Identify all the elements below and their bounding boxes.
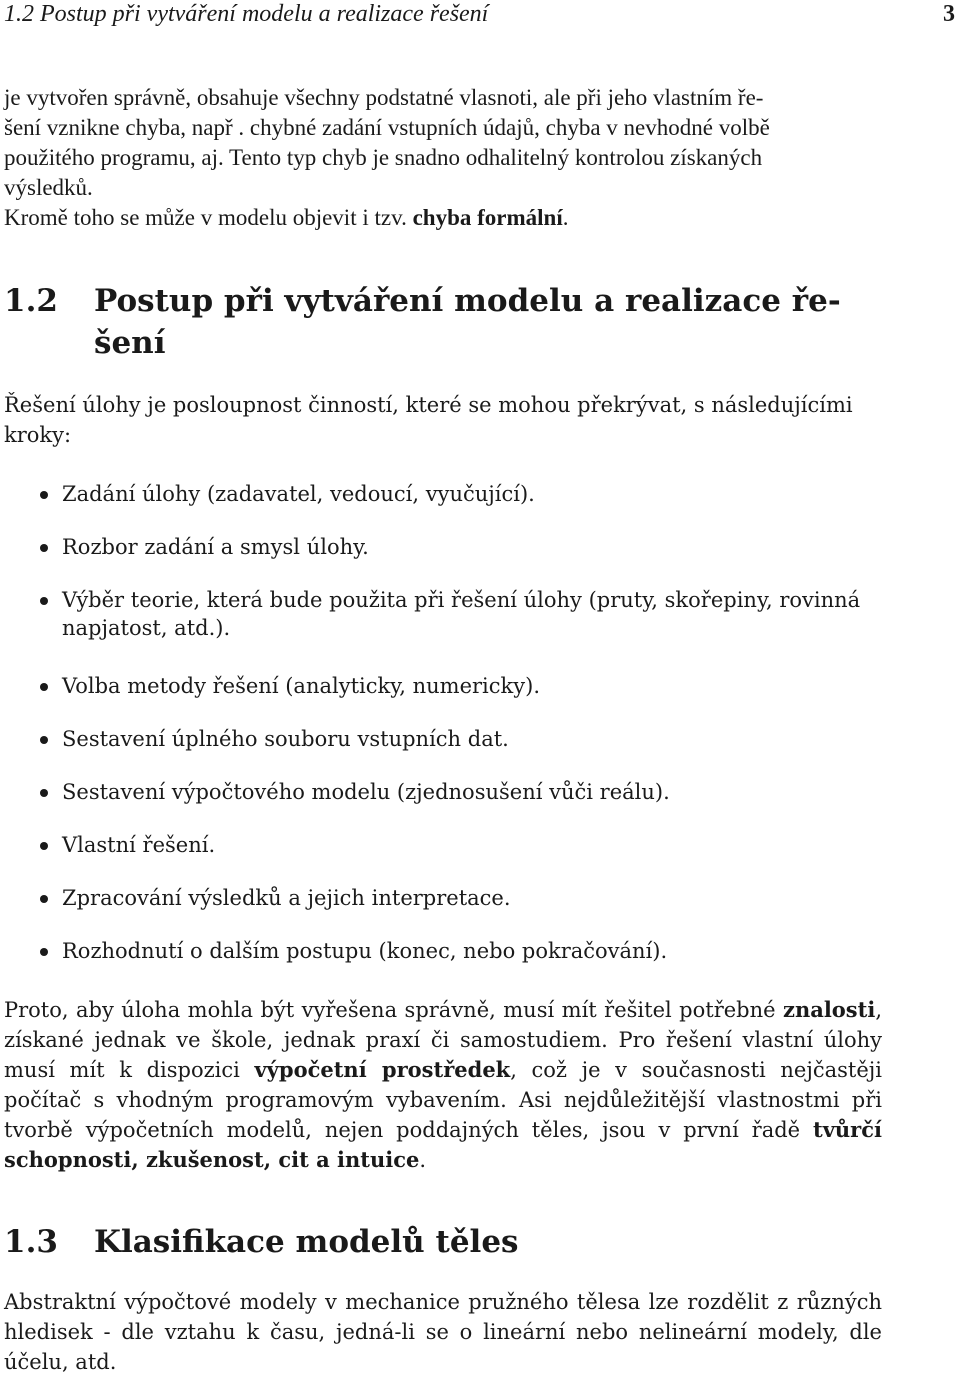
bullet-icon	[40, 789, 48, 797]
section-title-line-1: Postup při vytváření modelu a realizace ře-	[94, 283, 841, 319]
section-intro-paragraph: Řešení úlohy je posloupnost činností, které se mohou překrývat, s následujícími kroky:	[4, 393, 853, 447]
section-heading-1-3	[4, 1221, 882, 1263]
section-title	[94, 280, 882, 364]
intro-sentence-end: .	[562, 205, 569, 230]
bullet-icon	[40, 948, 48, 956]
step-text: Sestavení úplného souboru vstupních dat.	[62, 727, 509, 751]
intro-line-2: šení vznikne chyba, např . chybné zadání vstupních údajů, chyba v nevhodné volbě	[4, 115, 770, 140]
conclusion-text: .	[419, 1148, 427, 1172]
page-number: 3	[943, 1, 955, 27]
section-number: 1.3	[4, 1224, 58, 1260]
intro-sentence-text: Kromě toho se může v modelu objevit i tzv.	[4, 205, 413, 230]
step-text: Zpracování výsledků a jejich interpretace.	[62, 886, 511, 910]
bullet-icon	[40, 683, 48, 691]
running-header	[4, 1, 955, 31]
intro-line-3: použitého programu, aj. Tento typ chyb je snadno odhalitelný kontrolou získaných	[4, 145, 763, 170]
conclusion-text: Proto, aby úloha mohla být vyřešena správně, musí mít řešitel potřebné	[4, 998, 784, 1022]
bullet-icon	[40, 491, 48, 499]
knowledge-term: znalosti	[783, 997, 876, 1022]
step-text: Rozhodnutí o dalším postupu (konec, nebo pokračování).	[62, 939, 668, 963]
formal-error-term: chyba formální	[412, 205, 563, 230]
conclusion-text: , což je v současnosti nejčastěji počítač s vhodným programovým vybavením. Asi nejdůležitější vlastnostmi při tvorbě výpočetních modelů, nejen poddajných těles, jsou v první řadě	[4, 1058, 882, 1142]
conclusion-paragraph	[4, 995, 882, 1175]
section-number: 1.2	[4, 283, 58, 319]
creative-abilities-term: tvůrčí schopnosti, zkušenost, cit a intuice	[4, 1117, 882, 1172]
section-title: Klasifikace modelů těles	[94, 1224, 519, 1260]
computing-means-term: výpočetní prostředek	[254, 1057, 511, 1082]
bullet-icon	[40, 895, 48, 903]
running-title: 1.2 Postup při vytváření modelu a realizace řešení	[4, 1, 489, 27]
step-text: Výběr teorie, která bude použita při řešení úlohy (pruty, skořepiny, rovinná napjatost, atd.).	[62, 588, 861, 640]
intro-line-1: je vytvořen správně, obsahuje všechny podstatné vlasnoti, ale při jeho vlastním ře-	[4, 85, 764, 110]
bullet-icon	[40, 544, 48, 552]
intro-formal-error-sentence	[4, 203, 882, 233]
conclusion-text: , získané jednak ve škole, jednak praxí či samostudiem. Pro řešení vlastní úlohy musí mít k dispozici	[4, 998, 882, 1082]
step-text: Volba metody řešení (analyticky, numericky).	[62, 674, 540, 698]
step-text: Zadání úlohy (zadavatel, vedoucí, vyučující).	[62, 482, 535, 506]
intro-line-4: výsledků.	[4, 175, 93, 200]
classification-paragraph: Abstraktní výpočtové modely v mechanice pružného tělesa lze rozdělit z různých hledisek - dle vztahu k času, jedná-li se o lineární nebo nelineární modely, dle účelu, atd.	[4, 1290, 882, 1374]
bullet-icon	[40, 736, 48, 744]
bullet-icon	[40, 597, 48, 605]
step-text: Sestavení výpočtového modelu (zjednosušení vůči reálu).	[62, 780, 670, 804]
step-text: Rozbor zadání a smysl úlohy.	[62, 535, 369, 559]
section-heading-1-2	[4, 280, 882, 364]
step-text: Vlastní řešení.	[62, 833, 216, 857]
bullet-icon	[40, 842, 48, 850]
section-title-line-2: šení	[94, 325, 166, 361]
